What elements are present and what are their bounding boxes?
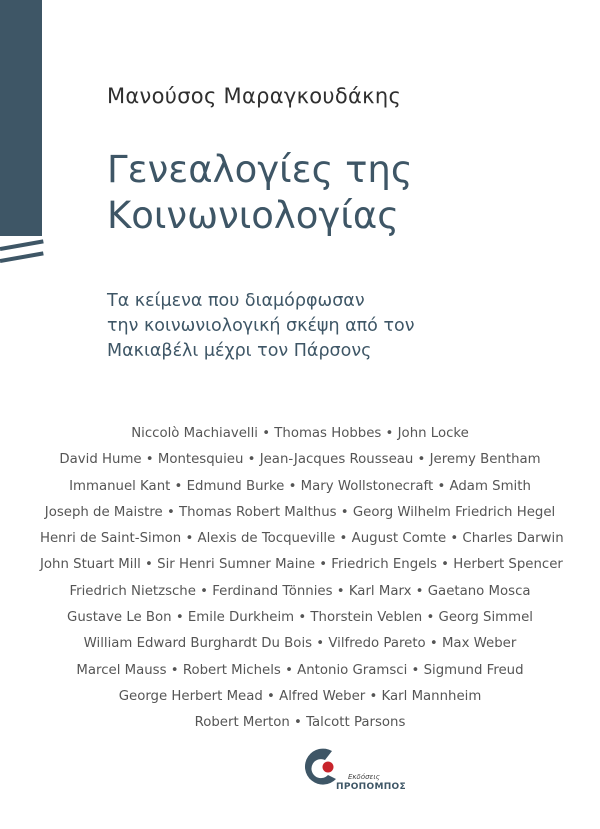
book-title-line: Γενεαλογίες της <box>107 148 413 191</box>
decorative-stripe <box>0 251 44 263</box>
thinkers-line: John Stuart Mill • Sir Henri Sumner Maine • Friedrich Engels • Herbert Spencer <box>40 557 563 573</box>
thinkers-line: Joseph de Maistre • Thomas Robert Malthus • Georg Wilhelm Friedrich Hegel <box>44 504 556 520</box>
thinkers-line: Gustave Le Bon • Emile Durkheim • Thorstein Veblen • Georg Simmel <box>67 610 533 626</box>
thinkers-line: David Hume • Montesquieu • Jean-Jacques Rousseau • Jeremy Bentham <box>59 452 541 468</box>
author-name: Μανούσος Μαραγκουδάκης <box>107 84 402 108</box>
book-title <box>107 147 413 239</box>
publisher-name: ΠΡΟΠΟΜΠΟΣ <box>336 782 406 792</box>
publisher-logo <box>302 745 406 815</box>
subtitle-line: Μακιαβέλι μέχρι τον Πάρσονς <box>107 341 372 361</box>
thinkers-line: Friedrich Nietzsche • Ferdinand Tönnies • Karl Marx • Gaetano Mosca <box>69 583 531 599</box>
thinkers-line: Robert Merton • Talcott Parsons <box>194 715 406 731</box>
book-subtitle <box>107 289 414 364</box>
thinkers-line: Niccolò Machiavelli • Thomas Hobbes • John Locke <box>131 426 469 441</box>
book-title-line: Κοινωνιολογίας <box>107 194 399 237</box>
thinkers-line: Marcel Mauss • Robert Michels • Antonio Gramsci • Sigmund Freud <box>76 662 524 678</box>
subtitle-line: Τα κείμενα που διαμόρφωσαν <box>107 291 365 311</box>
publisher-label: Εκδόσεις <box>348 773 380 781</box>
thinkers-line: William Edward Burghardt Du Bois • Vilfredo Pareto • Max Weber <box>83 636 517 652</box>
thinkers-list <box>40 421 564 737</box>
thinkers-line: Immanuel Kant • Edmund Burke • Mary Wollstonecraft • Adam Smith <box>69 478 531 494</box>
thinkers-line: Henri de Saint-Simon • Alexis de Tocqueville • August Comte • Charles Darwin <box>40 531 564 547</box>
spine-band <box>0 0 42 236</box>
decorative-stripe <box>0 239 44 251</box>
subtitle-line: την κοινωνιολογική σκέψη από τον <box>107 316 415 336</box>
thinkers-line: George Herbert Mead • Alfred Weber • Karl Mannheim <box>118 688 482 704</box>
